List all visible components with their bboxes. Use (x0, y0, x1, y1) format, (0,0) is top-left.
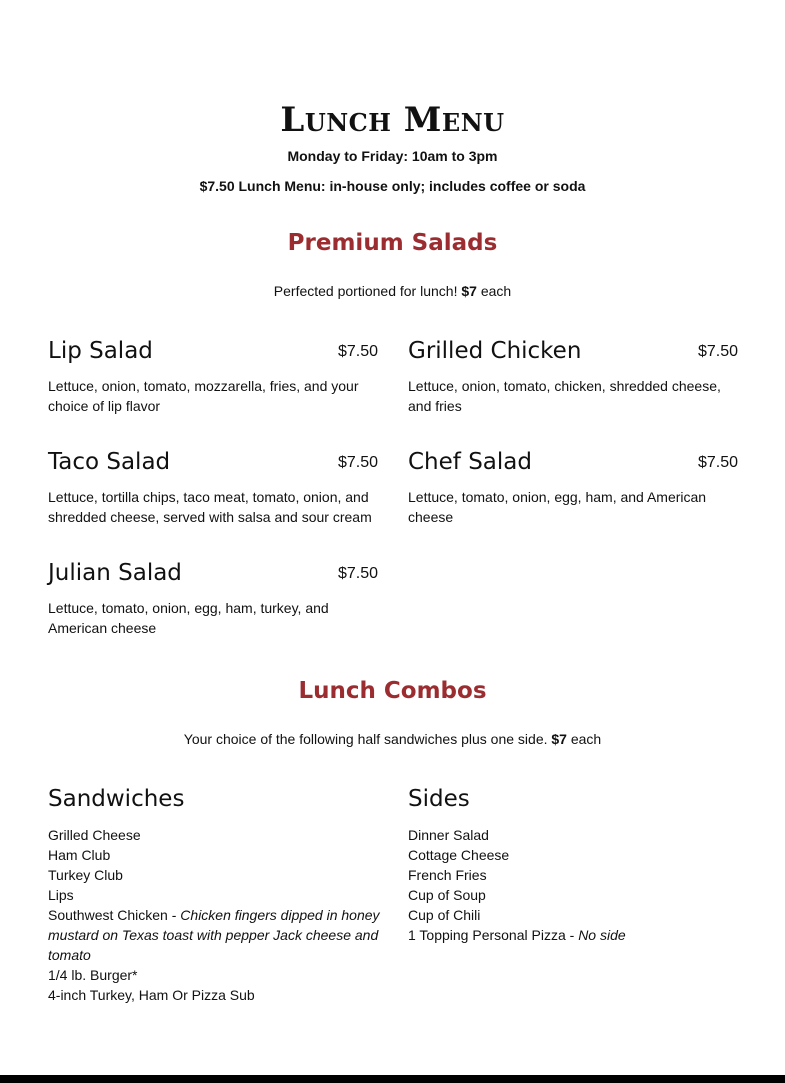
hours-text: Monday to Friday: 10am to 3pm (287, 148, 498, 164)
list-item: Cup of Soup (408, 887, 486, 903)
list-item: Cottage Cheese (408, 847, 510, 863)
list-item: Lips (48, 887, 74, 903)
sides-heading: Sides (408, 786, 470, 812)
item-price: $7.50 (337, 565, 378, 582)
combos-note: Your choice of the following half sandwiches plus one side. $7 each (183, 731, 602, 747)
item-name: Julian Salad (48, 560, 182, 586)
item-description: Lettuce, tomato, onion, egg, ham, and American cheese (408, 489, 707, 525)
item-name: Grilled Chicken (408, 338, 582, 364)
item-name: Taco Salad (48, 449, 171, 475)
item-description: Lettuce, tomato, onion, egg, ham, turkey, and American cheese (48, 600, 329, 636)
item-price: $7.50 (337, 454, 378, 471)
item-price: $7.50 (697, 454, 738, 471)
combos-heading: Lunch Combos (298, 678, 487, 704)
page-title: Lunch Menu (280, 100, 505, 140)
item-price: $7.50 (337, 343, 378, 360)
item-description: Lettuce, onion, tomato, mozzarella, fries, and your choice of lip flavor (48, 378, 359, 414)
list-item: Grilled Cheese (48, 827, 141, 843)
sandwiches-list (48, 825, 383, 1005)
list-item: Ham Club (48, 847, 111, 863)
footer-bar (0, 1075, 785, 1083)
deal-text: $7.50 Lunch Menu: in-house only; includes coffee or soda (199, 178, 586, 194)
item-description: Lettuce, onion, tomato, chicken, shredded cheese, and fries (408, 378, 721, 414)
sandwiches-heading: Sandwiches (48, 786, 185, 812)
list-item: Cup of Chili (408, 907, 481, 923)
list-item: Southwest Chicken - Chicken fingers dipped in honey mustard on Texas toast with pepper Jack cheese and tomato (48, 907, 380, 963)
list-item: French Fries (408, 867, 487, 883)
sides-list (408, 825, 743, 945)
salads-note: Perfected portioned for lunch! $7 each (273, 283, 512, 299)
list-item: Dinner Salad (408, 827, 489, 843)
list-item: 1/4 lb. Burger* (48, 967, 138, 983)
list-item: 4-inch Turkey, Ham Or Pizza Sub (48, 987, 255, 1003)
item-price: $7.50 (697, 343, 738, 360)
item-description: Lettuce, tortilla chips, taco meat, tomato, onion, and shredded cheese, served with salsa and sour cream (48, 489, 372, 525)
item-name: Lip Salad (48, 338, 153, 364)
list-item: Turkey Club (48, 867, 123, 883)
list-item: 1 Topping Personal Pizza - No side (408, 927, 626, 943)
salads-heading: Premium Salads (287, 230, 498, 256)
item-name: Chef Salad (408, 449, 532, 475)
